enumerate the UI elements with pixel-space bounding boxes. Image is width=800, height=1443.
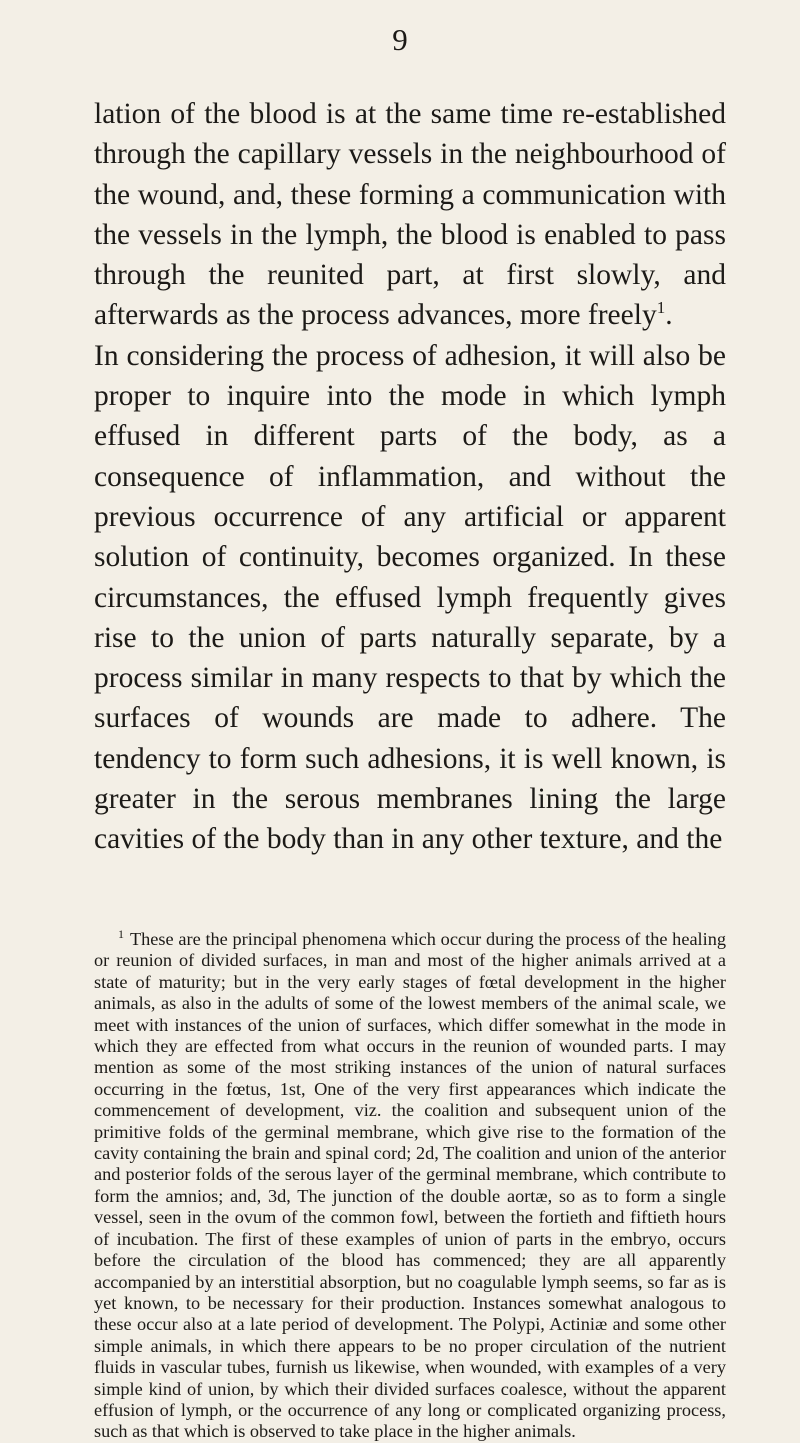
footnote-text: These are the principal phenomena which occur during the process of the healing or reunion of divided surfaces, in man and most of the higher animals arrived at a state of maturity; but in the very early stages of fœtal development in the higher animals, as also in the adults of some of the lowest members of the animal scale, we meet with instances of the union of surfaces, which differ somewhat in the mode in which they are effected from what occurs in the reunion of wounded parts. I may mention as some of the most striking instances of the union of natural surfaces occurring in the fœtus, 1st, One of the very first appearances which indicate the commencement of development, viz. the coalition and subsequent union of the primitive folds of the germinal membrane, which give rise to the formation of the cavity containing the brain and spinal cord; 2d, The coalition and union of the anterior and posterior folds of the serous layer of the germinal membrane, which contribute to form the amnios; and, 3d, The junction of the double aortæ, so as to form a single vessel, seen in the ovum of the common fowl, between the fortieth and fiftieth hours of incubation. The first of these examples of union of parts in the embryo, occurs before the circulation of the blood has commenced; they are all apparently accompanied by an interstitial absorption, but no coagulable lymph seems, so far as is yet known, to be necessary for their production. Instances somewhat analogous to these occur also at a late period of development. The Polypi, Actiniæ and some other simple animals, in which there appears to be no proper circulation of the nutrient fluids in vascular tubes, furnish us likewise, when wounded, with examples of a very simple kind of union, by which their divided surfaces coalesce, without the apparent effusion of lymph, or the occurrence of any long or complicated organizing process, such as that which is observed to take place in the higher animals. (94, 929, 726, 1442)
footnote-paragraph (94, 926, 726, 1443)
paragraph-1 (94, 94, 726, 336)
page-number: 9 (392, 22, 408, 57)
paragraph-2: In considering the process of adhesion, it will also be proper to inquire into the mode in which lymph effused in different parts of the body, as a consequence of inflammation, and without the previous occurrence of any artificial or apparent solution of continuity, becomes organized. In these circumstances, the effused lymph frequently gives rise to the union of parts naturally separate, by a process similar in many respects to that by which the surfaces of wounds are made to adhere. The tendency to form such adhesions, it is well known, is greater in the serous membranes lining the large cavities of the body than in any other texture, and the (94, 339, 726, 856)
footnote (94, 926, 726, 1443)
main-text (94, 94, 726, 860)
footnote-reference: 1 (656, 298, 666, 318)
footnote-marker: 1 (118, 926, 124, 941)
paragraph-1-end: . (665, 299, 673, 332)
paragraph-1-text: lation of the blood is at the same time re-established through the capillary vessels in the neighbourhood of the wound, and, these forming a communication with the vessels in the lymph, the blood is enabled to pass through the reunited part, at first slowly, and afterwards as the process advances, more freely (94, 98, 726, 332)
